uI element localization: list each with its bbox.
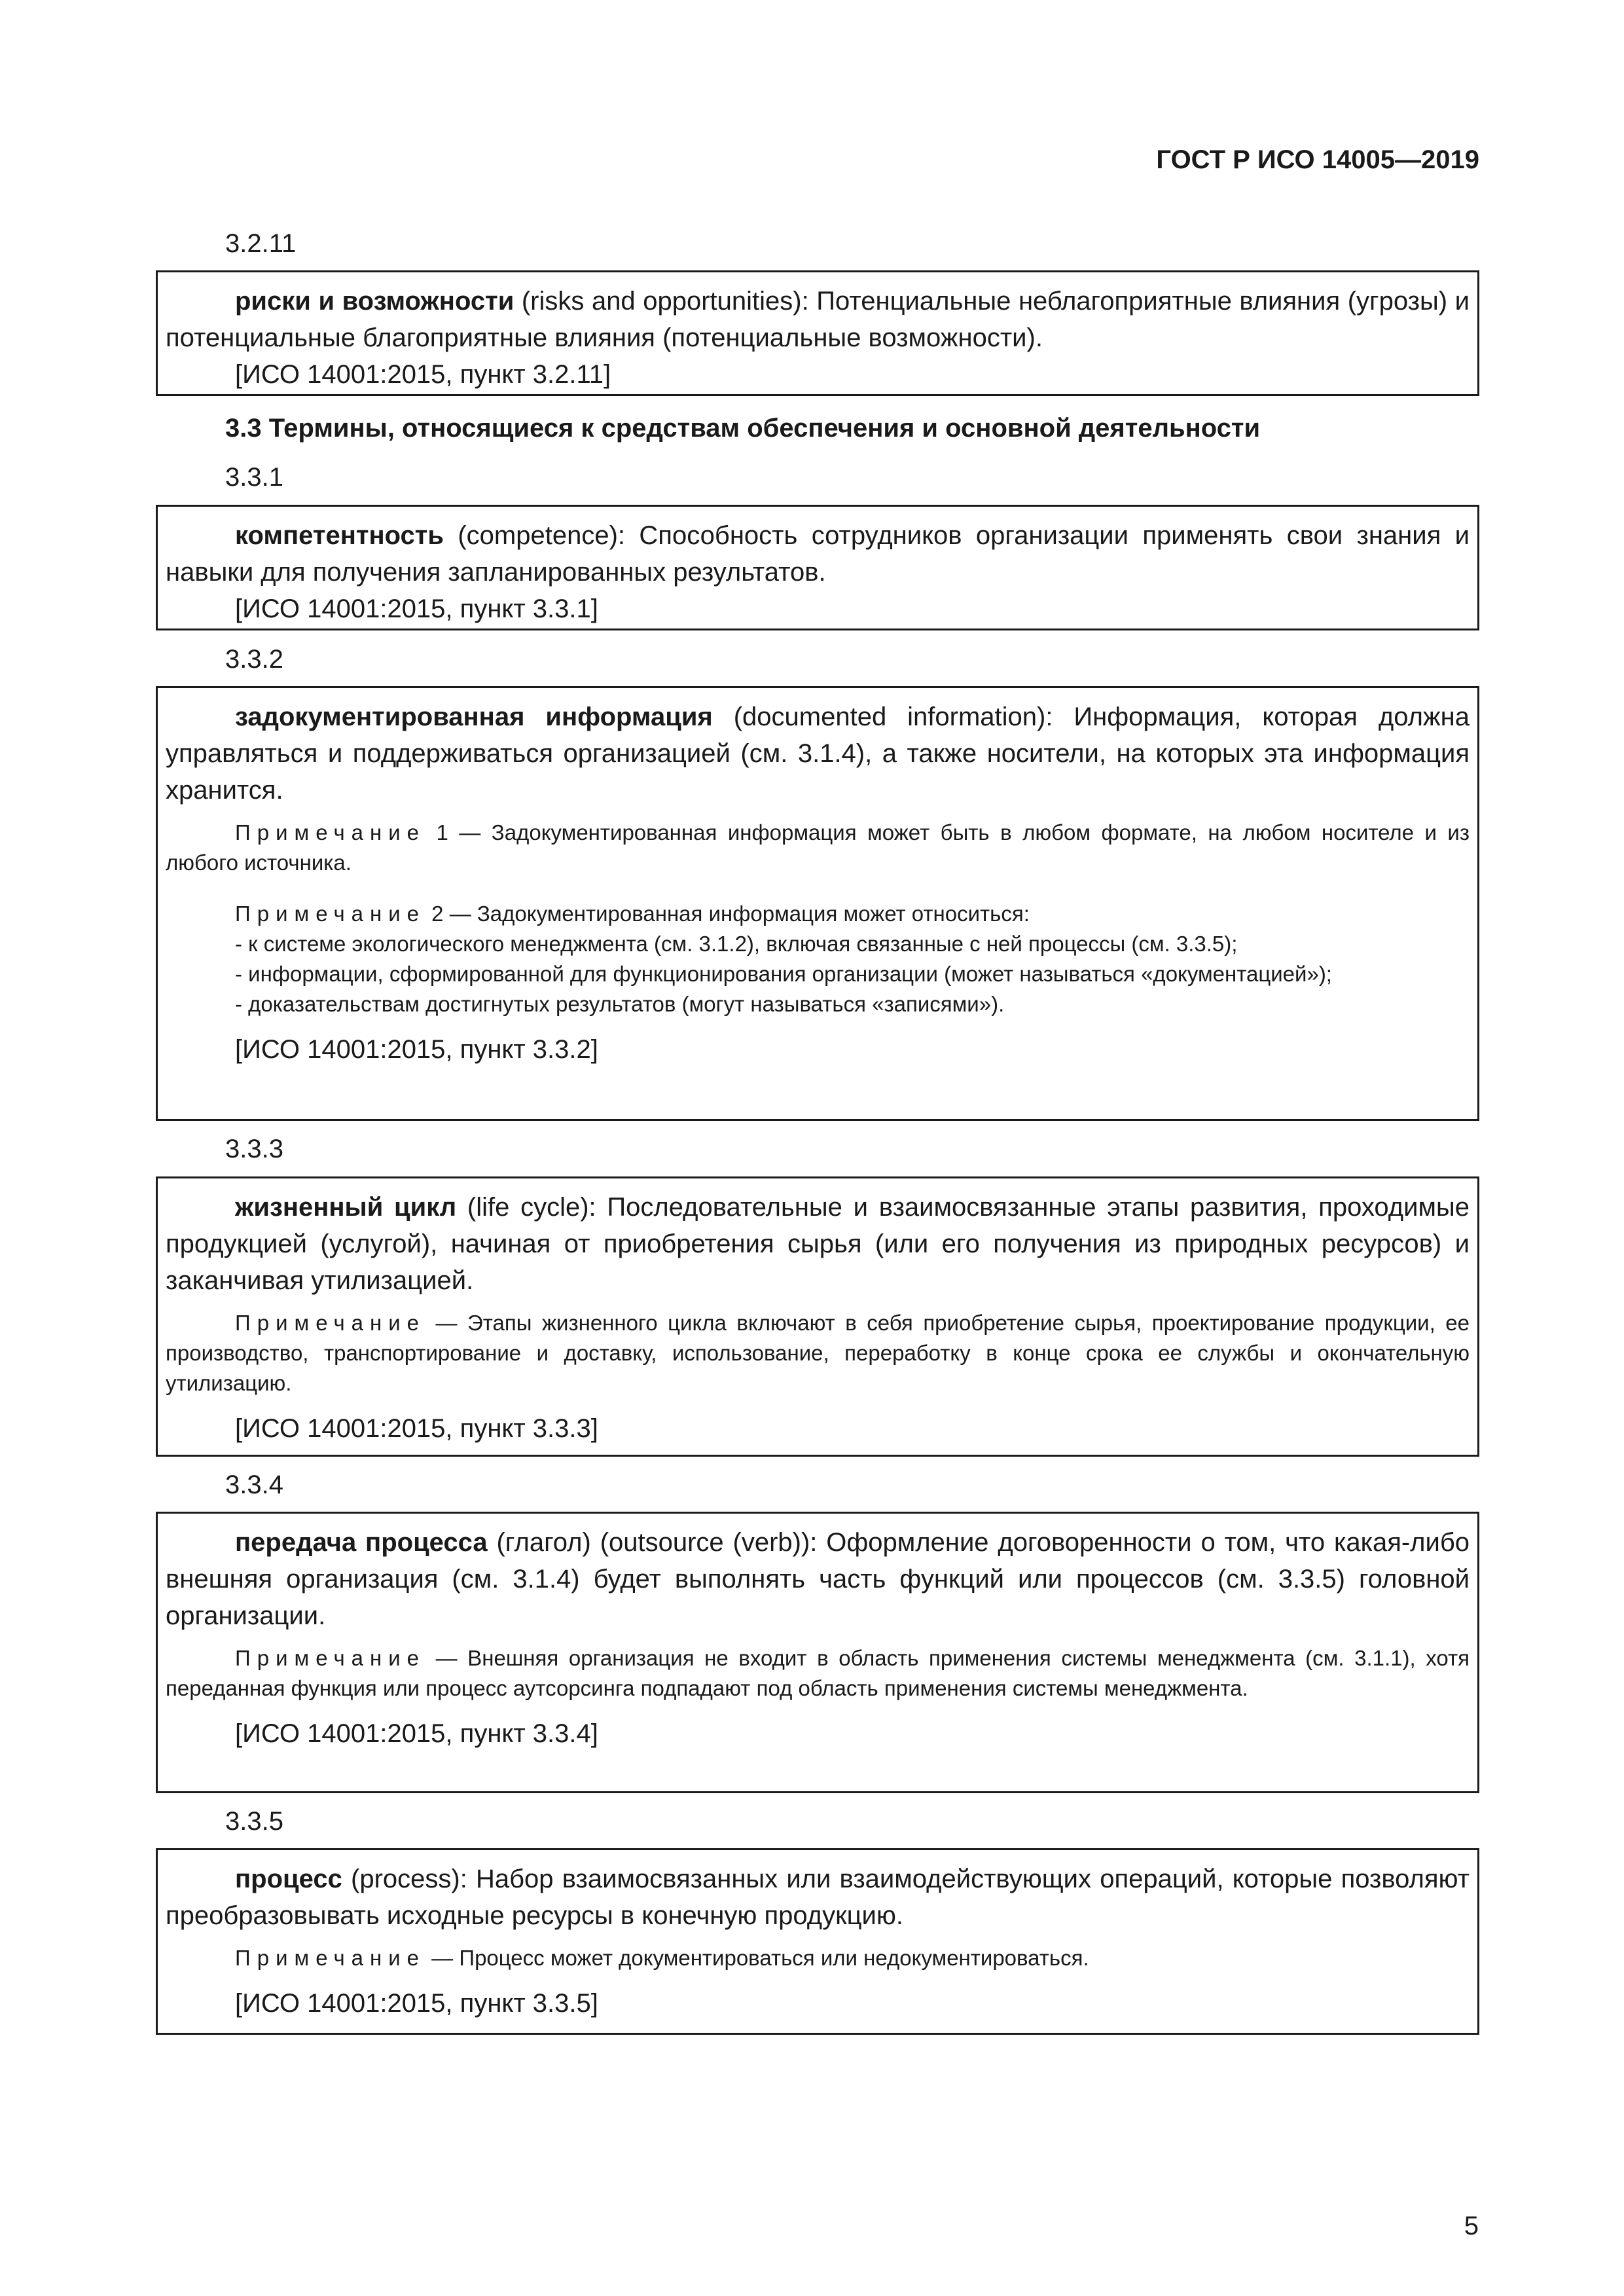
- note: Примечание — Этапы жизненного цикла включают в себя приобретение сырья, проектирование продукции, ее производство, транспортирование и доставку, использование, переработку в конце срока ее службы и окончательную утилизацию.: [166, 1311, 1470, 1395]
- source-reference: [ИСО 14001:2015, пункт 3.3.2]: [235, 1035, 598, 1064]
- term: жизненный цикл: [235, 1193, 457, 1222]
- definition: задокументированная информация (documented information): Информация, которая должна управляться и поддерживаться организацией (см. 3.1.4), а также носители, на которых эта информация хранится.: [166, 702, 1470, 805]
- source-reference: [ИСО 14001:2015, пункт 3.3.5]: [235, 1989, 598, 2018]
- source-reference: [ИСО 14001:2015, пункт 3.3.4]: [235, 1719, 598, 1748]
- definition: риски и возможности (risks and opportunities): Потенциальные неблагоприятные влияния (угрозы) и потенциальные благоприятные влияния (потенциальные возможности).: [166, 287, 1470, 352]
- term: задокументированная информация: [235, 702, 713, 731]
- entry-number: 3.3.2: [225, 645, 283, 674]
- note: Примечание — Процесс может документироваться или недокументироваться.: [235, 1946, 1089, 1970]
- term: передача процесса: [235, 1528, 488, 1557]
- term-entry-competence: [156, 505, 1479, 630]
- term-entry-documented-information: [156, 686, 1479, 1121]
- term-entry-outsource: [156, 1512, 1479, 1793]
- document-header: ГОСТ Р ИСО 14005—2019: [1156, 145, 1479, 174]
- page-number: 5: [1464, 2212, 1479, 2240]
- term: риски и возможности: [235, 287, 514, 316]
- source-reference: [ИСО 14001:2015, пункт 3.3.3]: [235, 1414, 598, 1443]
- entry-number: 3.3.3: [225, 1135, 283, 1163]
- entry-number: 3.2.11: [225, 229, 297, 258]
- definition: жизненный цикл (life cycle): Последовательные и взаимосвязанные этапы развития, проходимые продукцией (услугой), начиная от приобретения сырья (или его получения из природных ресурсов) и заканчивая утилизацией.: [166, 1193, 1470, 1295]
- entry-number: 3.3.1: [225, 463, 283, 492]
- entry-number: 3.3.5: [225, 1807, 283, 1836]
- term-entry-life-cycle: [156, 1176, 1479, 1457]
- note-1: Примечание 1 — Задокументированная информация может быть в любом формате, на любом носителе и из любого источника.: [166, 820, 1470, 875]
- note-2: Примечание 2 — Задокументированная информация может относиться:: [235, 902, 1030, 926]
- note: Примечание — Внешняя организация не входит в область применения системы менеджмента (см. 3.1.1), хотя переданная функция или процесс аутсорсинга подпадают под область применения системы менеджмента.: [166, 1646, 1470, 1700]
- term-entry-risks-opportunities: [156, 270, 1479, 396]
- source-reference: [ИСО 14001:2015, пункт 3.3.1]: [235, 594, 598, 623]
- definition: компетентность (competence): Способность сотрудников организации применять свои знания и навыки для получения запланированных результатов.: [166, 521, 1470, 587]
- definition: передача процесса (глагол) (outsource (verb)): Оформление договоренности о том, что какая-либо внешняя организация (см. 3.1.4) будет выполнять часть функций или процессов (см. 3.3.5) головной организации.: [166, 1528, 1470, 1630]
- source-reference: [ИСО 14001:2015, пункт 3.2.11]: [235, 360, 611, 389]
- term: компетентность: [235, 521, 444, 550]
- note-list-item: - информации, сформированной для функционирования организации (может называться «документацией»);: [235, 962, 1332, 986]
- note-list-item: - доказательствам достигнутых результатов (могут называться «записями»).: [235, 992, 1005, 1016]
- term: процесс: [235, 1865, 342, 1893]
- term-entry-process: [156, 1848, 1479, 2035]
- note-list-item: - к системе экологического менеджмента (см. 3.1.2), включая связанные с ней процессы (см. 3.3.5);: [235, 932, 1238, 956]
- entry-number: 3.3.4: [225, 1470, 283, 1499]
- section-heading: 3.3 Термины, относящиеся к средствам обеспечения и основной деятельности: [225, 414, 1261, 443]
- definition: процесс (process): Набор взаимосвязанных или взаимодействующих операций, которые позволяют преобразовывать исходные ресурсы в конечную продукцию.: [166, 1865, 1470, 1930]
